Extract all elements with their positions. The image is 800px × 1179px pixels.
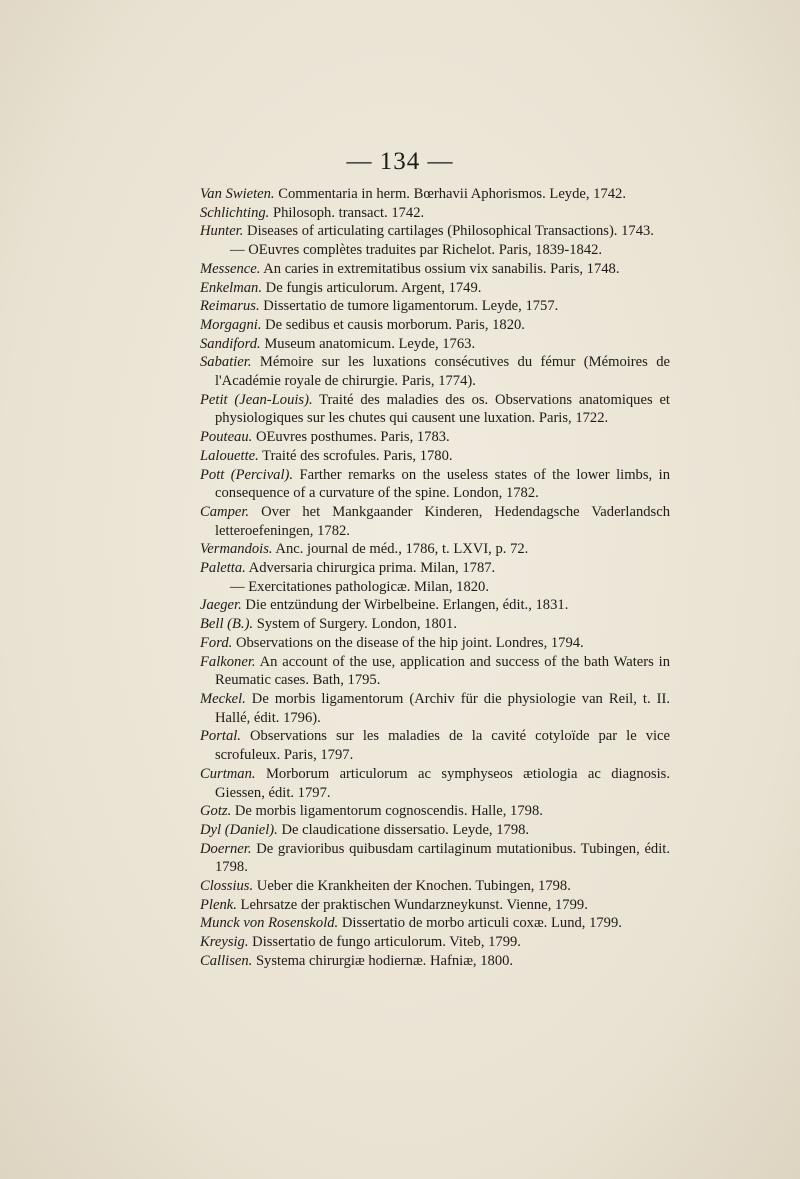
list-item xyxy=(200,765,670,802)
entry-author: Camper. xyxy=(200,503,250,520)
entry-author: Lalouette. xyxy=(200,447,259,464)
list-item xyxy=(200,578,670,597)
list-item xyxy=(200,634,670,653)
entry-author: Van Swieten. xyxy=(200,186,275,202)
entry-text: De morbis ligamentorum (Archiv für die physiologie van Reil, t. II. Hallé, édit. 1796). xyxy=(215,690,670,726)
entry-author: Vermandois. xyxy=(200,541,273,558)
list-item xyxy=(200,241,670,260)
list-item xyxy=(200,185,670,204)
entry-text: Commentaria in herm. Bœrhavii Aphorismos. Leyde, 1742. xyxy=(274,186,627,202)
list-item xyxy=(200,840,670,877)
entry-author: Portal. xyxy=(200,728,241,745)
list-item xyxy=(200,952,670,971)
entry-text: An account of the use, application and success of the bath Waters in Reumatic cases. Bath, 1795. xyxy=(215,653,670,689)
page-number: — 134 — xyxy=(346,148,454,175)
entry-author: Munck von Rosenskold. xyxy=(200,915,339,932)
list-item xyxy=(200,596,670,615)
entry-text: De fungis articulorum. Argent, 1749. xyxy=(262,279,482,296)
entry-author: Dyl (Daniel). xyxy=(200,821,278,838)
entry-author: Clossius. xyxy=(200,878,254,895)
list-item xyxy=(200,279,670,298)
entry-author: Plenk. xyxy=(200,896,237,913)
entry-author: Ford. xyxy=(200,634,233,651)
entry-text: Observations on the disease of the hip joint. Londres, 1794. xyxy=(232,634,584,651)
entry-text: Dissertatio de fungo articulorum. Viteb, 1799. xyxy=(248,934,521,951)
list-item xyxy=(200,933,670,952)
entry-text: Mémoire sur les luxations consécutives du fémur (Mémoires de l'Académie royale de chirurgie. Paris, 1774). xyxy=(215,354,670,390)
list-item xyxy=(200,428,670,447)
list-item xyxy=(200,447,670,466)
entry-author: Kreysig. xyxy=(200,934,249,951)
entry-author: Morgagni. xyxy=(200,316,262,333)
entry-text: Die entzündung der Wirbelbeine. Erlangen, édit., 1831. xyxy=(241,597,569,614)
list-item xyxy=(200,297,670,316)
list-item xyxy=(200,690,670,727)
entry-text: De claudicatione dissersatio. Leyde, 1798. xyxy=(277,821,530,838)
entry-author: Petit (Jean-Louis). xyxy=(200,391,313,408)
entry-text: De sedibus et causis morborum. Paris, 1820. xyxy=(261,316,525,333)
list-item xyxy=(200,914,670,933)
list-item xyxy=(200,615,670,634)
entry-author: Doerner. xyxy=(200,840,252,857)
entry-text: Traité des maladies des os. Observations anatomiques et physiologiques sur les chutes qui causent une luxation. Paris, 1722. xyxy=(215,391,670,427)
entry-author: Enkelman. xyxy=(200,279,263,296)
entry-text: Ueber die Krankheiten der Knochen. Tubingen, 1798. xyxy=(253,878,571,895)
entry-author: Hunter. xyxy=(200,223,244,240)
list-item xyxy=(200,353,670,390)
list-item xyxy=(200,503,670,540)
entry-text: Dissertatio de tumore ligamentorum. Leyde, 1757. xyxy=(259,298,559,315)
entry-author: Pouteau. xyxy=(200,429,253,446)
entry-author: Sabatier. xyxy=(200,354,252,371)
entry-text: — Exercitationes pathologicæ. Milan, 1820. xyxy=(230,578,489,595)
entry-author: Callisen. xyxy=(200,952,253,969)
entry-text: Lehrsatze der praktischen Wundarzneykunst. Vienne, 1799. xyxy=(236,896,588,913)
list-item xyxy=(200,466,670,503)
entry-text: Anc. journal de méd., 1786, t. LXVI, p. 72. xyxy=(272,541,529,558)
entry-text: Systema chirurgiæ hodiernæ. Hafniæ, 1800. xyxy=(252,952,514,969)
entry-text: — OEuvres complètes traduites par Richelot. Paris, 1839-1842. xyxy=(230,242,603,259)
entry-text: Adversaria chirurgica prima. Milan, 1787. xyxy=(245,560,496,577)
entry-author: Bell (B.). xyxy=(200,616,254,633)
list-item xyxy=(200,727,670,764)
list-item xyxy=(200,391,670,428)
list-item xyxy=(200,260,670,279)
list-item xyxy=(200,540,670,559)
entry-author: Paletta. xyxy=(200,560,246,577)
entry-author: Curtman. xyxy=(200,765,256,782)
entry-text: Farther remarks on the useless states of the lower limbs, in consequence of a curvature of the spine. London, 1782. xyxy=(215,466,670,502)
entry-text: De gravioribus quibusdam cartilaginum mutationibus. Tubingen, édit. 1798. xyxy=(215,840,670,876)
list-item xyxy=(200,896,670,915)
entry-author: Gotz. xyxy=(200,803,232,820)
list-item xyxy=(200,222,670,241)
entry-text: An caries in extremitatibus ossium vix sanabilis. Paris, 1748. xyxy=(260,260,620,277)
entry-text: De morbis ligamentorum cognoscendis. Halle, 1798. xyxy=(231,803,543,820)
list-item xyxy=(200,802,670,821)
entry-author: Jaeger. xyxy=(200,597,242,614)
entry-text: System of Surgery. London, 1801. xyxy=(253,616,457,633)
entry-text: Museum anatomicum. Leyde, 1763. xyxy=(260,335,476,352)
entry-author: Messence. xyxy=(200,260,261,277)
entry-text: Philosoph. transact. 1742. xyxy=(269,204,425,221)
entry-text: Traité des scrofules. Paris, 1780. xyxy=(258,447,453,464)
list-item xyxy=(200,204,670,223)
entry-author: Reimarus. xyxy=(200,298,260,315)
entry-text: OEuvres posthumes. Paris, 1783. xyxy=(252,429,450,446)
entry-text: Over het Mankgaander Kinderen, Hedendagsche Vaderlandsch letteroefeningen, 1782. xyxy=(215,503,670,539)
list-item xyxy=(200,653,670,690)
list-item xyxy=(200,821,670,840)
list-item xyxy=(200,559,670,578)
list-item xyxy=(200,316,670,335)
entry-author: Schlichting. xyxy=(200,204,270,221)
entry-author: Sandiford. xyxy=(200,335,261,352)
bibliography-list xyxy=(200,185,670,971)
entry-text: Morborum articulorum ac symphyseos ætiologia ac diagnosis. Giessen, édit. 1797. xyxy=(215,765,670,801)
entry-text: Diseases of articulating cartilages (Philosophical Transactions). 1743. xyxy=(243,223,654,240)
entry-author: Pott (Percival). xyxy=(200,466,294,483)
entry-author: Falkoner. xyxy=(200,653,256,670)
entry-text: Observations sur les maladies de la cavité cotyloïde par le vice scrofuleux. Paris, 1797. xyxy=(215,728,670,764)
entry-text: Dissertatio de morbo articuli coxæ. Lund, 1799. xyxy=(338,915,622,932)
list-item xyxy=(200,877,670,896)
list-item xyxy=(200,335,670,354)
entry-author: Meckel. xyxy=(200,690,246,707)
